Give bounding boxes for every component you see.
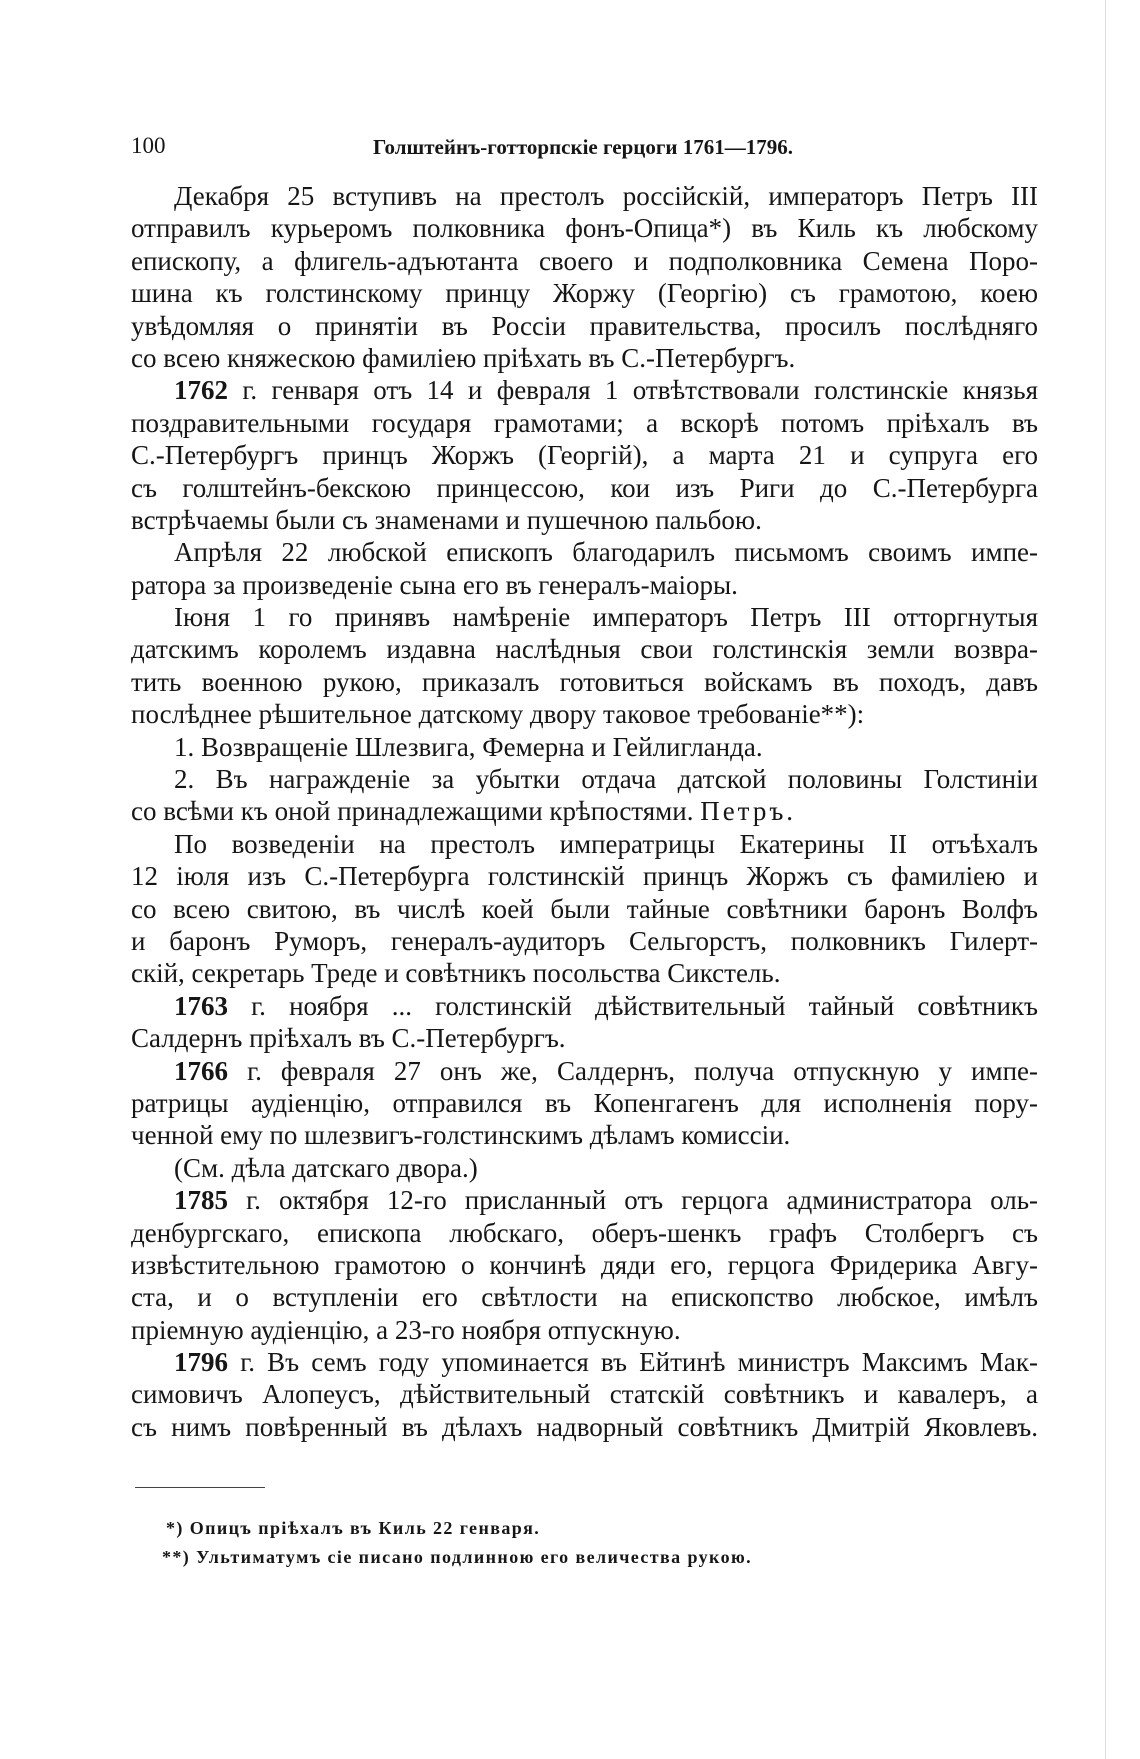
running-title: Голштейнъ-готторпскіе герцоги 1761—1796. <box>372 135 793 159</box>
paragraph <box>131 374 1038 536</box>
footnote <box>166 1514 540 1542</box>
list-item <box>131 731 1038 763</box>
text-line: ратрицы аудіенцію, отправился въ Копенгагенъ для исполненія пору- <box>131 1087 1038 1118</box>
text-line: С.-Петербургъ принцъ Жоржъ (Георгій), а марта 21 и супруга его <box>131 440 1038 471</box>
text-line: датскимъ королемъ издавна наслѣдныя свои голстинскія земли возвра- <box>131 634 1038 665</box>
text-line: 2. Въ награжденіе за убытки отдача датской половины Голстиніи <box>174 764 1038 795</box>
year-label: 1796 <box>174 1347 228 1378</box>
footnote-marker: **) <box>162 1547 191 1567</box>
text-line <box>131 1055 1038 1087</box>
year-label: 1785 <box>174 1185 228 1216</box>
footnote-marker: *) <box>166 1518 184 1538</box>
paragraph <box>131 990 1038 1055</box>
text-line: поздравительными государя грамотами; а вскорѣ потомъ пріѣхалъ въ <box>131 407 1038 438</box>
text-line: шина къ голстинскому принцу Жоржу (Георгію) съ грамотою, коею <box>131 278 1038 309</box>
line-text: г. февраля 27 онъ же, Салдернъ, получа отпускную у импе- <box>247 1055 1039 1086</box>
footnote-rule <box>135 1487 265 1488</box>
text-line: послѣднее рѣшительное датскому двору таковое требованіе**): <box>131 699 865 730</box>
text-line: тить военною рукою, приказалъ готовиться войскамъ въ походъ, давъ <box>131 666 1038 697</box>
text-line: ратора за произведеніе сына его въ генералъ-маіоры. <box>131 569 738 600</box>
text-line: и баронъ Руморъ, генералъ-аудиторъ Сельгорстъ, полковникъ Гилерт- <box>131 925 1038 956</box>
text-line: ста, и о вступленіи его свѣтлости на епископство любское, имѣлъ <box>131 1282 1038 1313</box>
text-line: Декабря 25 вступивъ на престолъ россійскій, императоръ Петръ III <box>174 181 1038 211</box>
paragraph <box>131 1184 1038 1346</box>
footnote-text: Ультиматумъ сіе писано подлинною его величества рукою. <box>196 1547 753 1567</box>
text-line: со всею княжескою фамиліею пріѣхать въ С.-Петербургъ. <box>131 342 796 373</box>
paragraph <box>131 180 1038 374</box>
text-line <box>131 795 1038 827</box>
list-item <box>131 763 1038 828</box>
paragraph <box>131 601 1038 731</box>
text-line: со всею свитою, въ числѣ коей были тайные совѣтники баронъ Волфъ <box>131 893 1038 924</box>
paragraph <box>131 1346 1038 1443</box>
signature: Петръ. <box>700 796 797 827</box>
line-text: г. генваря отъ 14 и февраля 1 отвѣтствовали голстинскіе князья <box>242 375 1038 406</box>
text-line: ченной ему по шлезвигъ-голстинскимъ дѣламъ комиссіи. <box>131 1120 791 1151</box>
text-line: 1. Возвращеніе Шлезвига, Фемерна и Гейлигланда. <box>174 731 763 762</box>
text-line: встрѣчаемы были съ знаменами и пушечною пальбою. <box>131 504 762 535</box>
paragraph <box>131 828 1038 990</box>
text-line: скій, секретарь Треде и совѣтникъ посольства Сикстель. <box>131 958 781 989</box>
line-text: г. октября 12-го присланный отъ герцога администратора оль- <box>246 1185 1039 1216</box>
year-label: 1762 <box>174 375 228 406</box>
text-line: съ нимъ повѣренный въ дѣлахъ надворный совѣтникъ Дмитрій Яковлевъ. <box>131 1411 1038 1442</box>
text-line <box>131 1346 1038 1378</box>
line-text: г. ноября ... голстинскій дѣйствительный тайный совѣтникъ <box>251 990 1039 1021</box>
text-line <box>131 1184 1038 1216</box>
text-line: (См. дѣла датскаго двора.) <box>174 1152 478 1183</box>
text-line: Апрѣля 22 любской епископъ благодарилъ письмомъ своимъ импе- <box>174 537 1038 568</box>
page-number: 100 <box>131 133 166 158</box>
paragraph <box>131 1152 1038 1184</box>
text-line: По возведеніи на престолъ императрицы Екатерины II отъѣхалъ <box>174 828 1038 859</box>
body-text <box>131 180 1038 1443</box>
text-line: отправилъ курьеромъ полковника фонъ-Опица*) въ Киль къ любскому <box>131 213 1038 244</box>
footnote <box>162 1543 752 1571</box>
text-line: 12 іюля изъ С.-Петербурга голстинскій принцъ Жоржъ съ фамиліею и <box>131 861 1038 892</box>
text-line: симовичъ Алопеусъ, дѣйствительный статскій совѣтникъ и кавалеръ, а <box>131 1379 1038 1410</box>
paragraph <box>131 536 1038 601</box>
year-label: 1763 <box>174 990 228 1021</box>
text-line: Іюня 1 го принявъ намѣреніе императоръ Петръ III отторгнутыя <box>174 602 1038 633</box>
text-line: извѣстительною грамотою о кончинѣ дяди его, герцога Фридерика Авгу- <box>131 1249 1038 1280</box>
page-edge-line <box>1105 0 1106 1759</box>
text-line: епископу, а флигель-адъютанта своего и подполковника Семена Поро- <box>131 245 1038 276</box>
text-line: увѣдомляя о принятіи въ Россіи правительства, просилъ послѣдняго <box>131 310 1038 341</box>
line-text: г. Въ семъ году упоминается въ Ейтинѣ министръ Максимъ Мак- <box>240 1347 1038 1378</box>
year-label: 1766 <box>174 1055 228 1086</box>
text-line: пріемную аудіенцію, а 23-го ноября отпускную. <box>131 1314 681 1345</box>
text-line: съ голштейнъ-бекскою принцессою, кои изъ Риги до С.-Петербурга <box>131 472 1038 503</box>
text-line: денбургскаго, епископа любскаго, оберъ-шенкъ графъ Столбергъ съ <box>131 1217 1038 1248</box>
text-line <box>131 374 1038 406</box>
text-line: Салдернъ пріѣхалъ въ С.-Петербургъ. <box>131 1023 566 1054</box>
footnote-text: Опицъ пріѣхалъ въ Киль 22 генваря. <box>189 1518 541 1538</box>
paragraph <box>131 1055 1038 1152</box>
text-line <box>131 990 1038 1022</box>
line-text: со всѣми къ оной принадлежащими крѣпостями. <box>131 796 694 827</box>
